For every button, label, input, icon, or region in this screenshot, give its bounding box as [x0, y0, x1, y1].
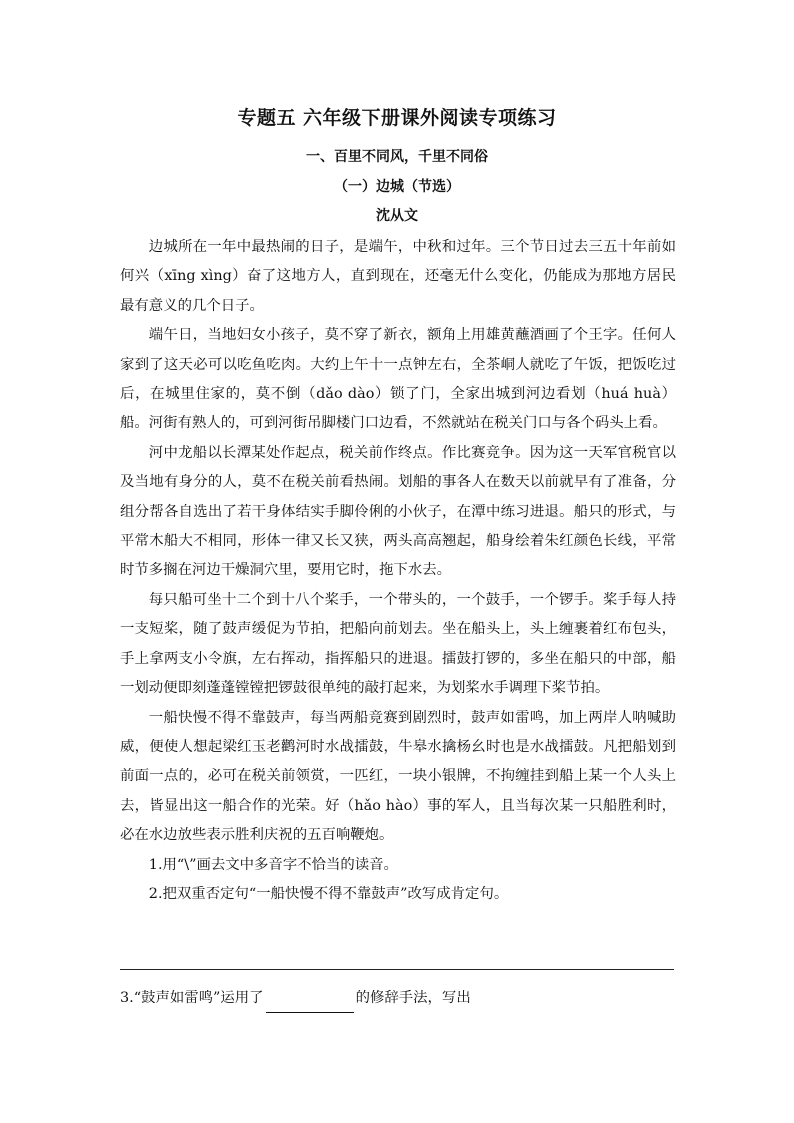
section-heading: 一、百里不同风，千里不同俗 [306, 149, 488, 165]
question-2: 2.把双重否定句“一船快慢不得不靠鼓声”改写成肯定句。 [148, 885, 509, 902]
question-1: 1.用“\”画去文中多音字不恰当的读音。 [148, 856, 398, 873]
passage-title: （一）边城（节选） [334, 179, 460, 195]
author-name: 沈从文 [376, 208, 418, 224]
paragraph-2: 端午日，当地妇女小孩子，莫不穿了新衣，额角上用雄黄蘸酒画了个王字。任何人家到了这天必可以吃鱼吃肉。大约上午十一点钟左右，全茶峒人就吃了午饭，把饭吃过后，在城里住家的，莫不倒（dǎo dào）锁了门，全家出城到河边看划（huá huà）船。河街有熟人的，可到河街吊脚楼门口边看，不然就站在税关门口与各个码头上看。 [120, 327, 676, 432]
answer-line[interactable] [120, 969, 674, 970]
page-title: 专题五 六年级下册课外阅读专项练习 [237, 107, 557, 129]
paragraph-5: 一船快慢不得不靠鼓声，每当两船竞赛到剧烈时，鼓声如雷鸣，加上两岸人呐喊助威，便使人想起梁红玉老鹳河时水战擂鼓，牛皋水擒杨幺时也是水战擂鼓。凡把船划到前面一点的，必可在税关前领赏，一匹红，一块小银牌，不拘缠挂到船上某一个人头上去，皆显出这一船合作的光荣。好（hǎo hào）事的军人，且当每次某一只船胜利时，必在水边放些表示胜利庆祝的五百响鞭炮。 [120, 709, 676, 844]
paragraph-4: 每只船可坐十二个到十八个桨手，一个带头的，一个鼓手，一个锣手。桨手每人持一支短桨，随了鼓声缓促为节拍，把船向前划去。坐在船头上，头上缠裹着红布包头，手上拿两支小令旗，左右挥动，指挥船只的进退。擂鼓打锣的，多坐在船只的中部，船一划动便即刻蓬蓬镗镗把锣鼓很单纯的敲打起来，为划桨水手调理下桨节拍。 [120, 591, 676, 697]
passage-body [120, 233, 676, 909]
question-3-prefix: 3.“鼓声如雷鸣”运用了 [120, 990, 264, 1006]
paragraph-1: 边城所在一年中最热闹的日子，是端午，中秋和过年。三个节日过去三五十年前如何兴（xīng xìng）奋了这地方人，直到现在，还毫无什么变化，仍能成为那地方居民最有意义的几个日子。 [120, 239, 676, 314]
fill-in-blank[interactable] [266, 996, 354, 1013]
question-3-suffix: 的修辞手法，写出 [355, 990, 471, 1006]
paragraph-3: 河中龙船以长潭某处作起点，税关前作终点。作比赛竞争。因为这一天军官税官以及当地有身分的人，莫不在税关前看热闹。划船的事各人在数天以前就早有了准备，分组分帮各自选出了若干身体结实手脚伶俐的小伙子，在潭中练习进退。船只的形式，与平常木船大不相同，形体一律又长又狭，两头高高翘起，船身绘着朱红颜色长线，平常时节多搁在河边干燥洞穴里，要用它时，拖下水去。 [120, 444, 676, 579]
question-3 [120, 984, 676, 1013]
